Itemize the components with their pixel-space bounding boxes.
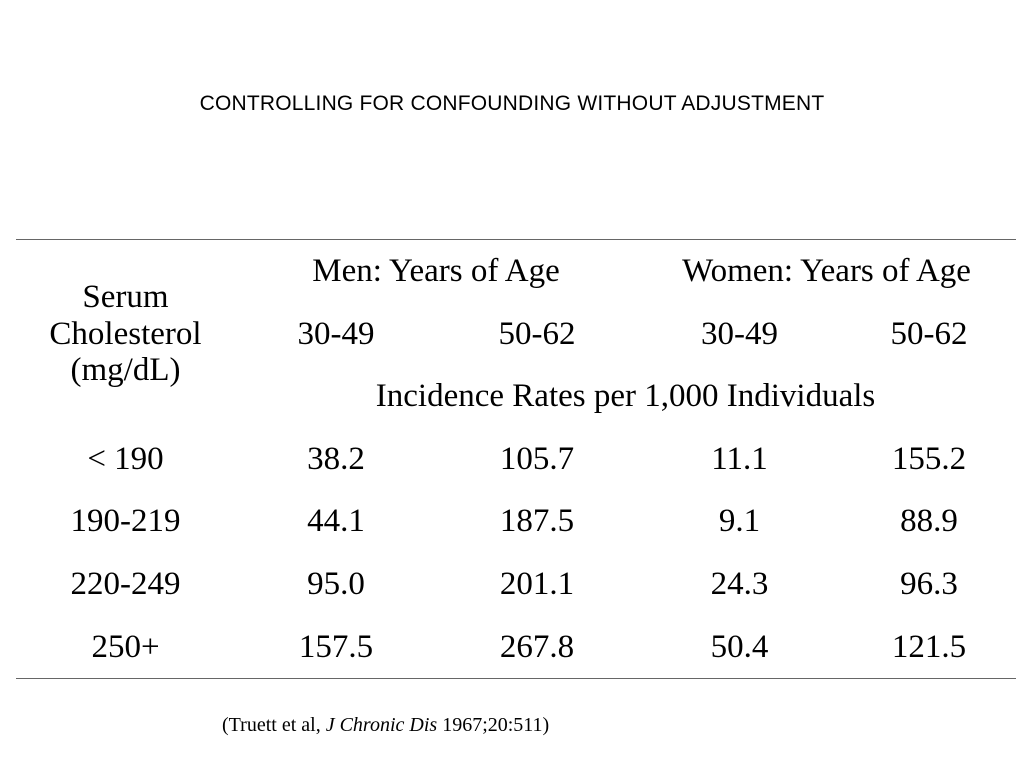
table-cell: 201.1 [499,565,575,602]
citation [222,714,549,737]
age-band-cell: 50-62 [890,315,968,352]
men-group-header: Men: Years of Age [312,253,560,290]
women-group-header: Women: Years of Age [682,253,971,290]
citation-journal: J Chronic Dis [325,714,438,736]
table-cell: 157.5 [298,628,374,665]
table-cell: 267.8 [499,628,575,665]
row-label: < 190 [87,440,164,477]
table-cell: 38.2 [307,440,365,477]
table-cell: 96.3 [900,565,958,602]
table-cell: 11.1 [711,440,768,477]
table-cell: 121.5 [891,628,967,665]
row-header-line: (mg/dL) [70,351,181,388]
table-cell: 44.1 [307,503,365,540]
table-cell: 187.5 [499,503,575,540]
table-cell: 155.2 [891,440,967,477]
group-header-row [16,240,1016,303]
table-cell: 88.9 [900,503,958,540]
slide-title: CONTROLLING FOR CONFOUNDING WITHOUT ADJUSTMENT [199,92,825,115]
row-label: 190-219 [70,503,181,540]
table-cell: 9.1 [718,503,761,540]
row-label: 250+ [91,628,160,665]
citation-prefix: (Truett et al, [222,714,326,736]
row-label: 220-249 [70,565,181,602]
table-row [16,428,1016,491]
row-header-cell [16,240,235,428]
table-cell: 105.7 [499,440,575,477]
age-band-cell: 50-62 [498,315,576,352]
incidence-table [16,239,1016,679]
table-cell: 50.4 [710,628,769,665]
row-header-line: Cholesterol [49,315,202,352]
incidence-subheader: Incidence Rates per 1,000 Individuals [375,378,876,415]
table-row [16,553,1016,616]
table-row [16,490,1016,553]
row-header-line: Serum [82,279,169,316]
citation-suffix: 1967;20:511) [437,714,550,736]
age-band-cell: 30-49 [701,315,779,352]
table-cell: 24.3 [710,565,769,602]
table-cell: 95.0 [307,565,365,602]
table-row [16,615,1016,678]
age-band-cell: 30-49 [297,315,375,352]
